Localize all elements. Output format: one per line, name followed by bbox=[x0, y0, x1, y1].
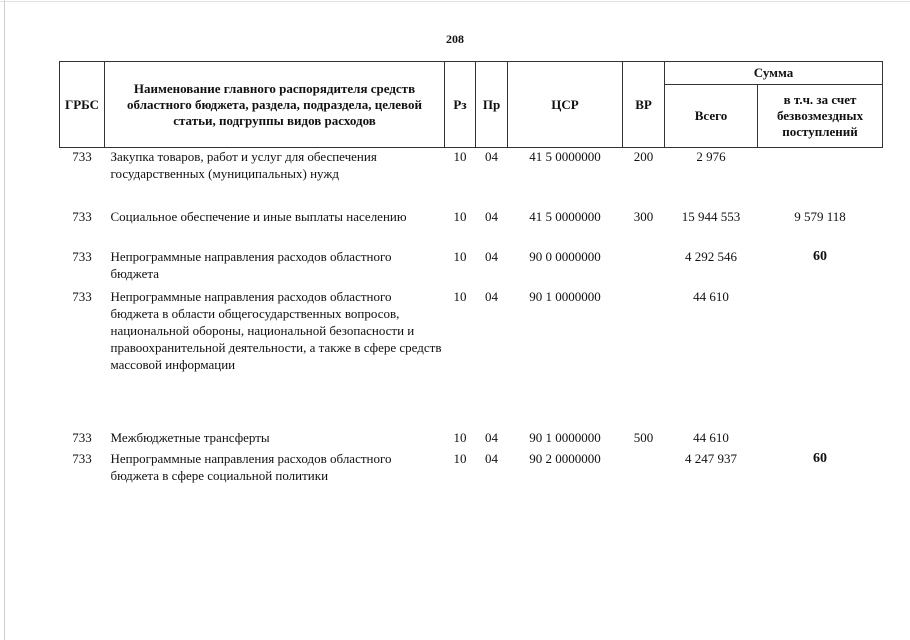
cell-pr: 04 bbox=[485, 288, 498, 304]
table-row bbox=[60, 288, 883, 429]
cell-total: 44 610 bbox=[693, 288, 729, 304]
cell-pr: 04 bbox=[485, 450, 498, 466]
cell-csr: 90 0 0000000 bbox=[529, 248, 601, 264]
cell-csr: 90 1 0000000 bbox=[529, 429, 601, 445]
table-header-row bbox=[60, 62, 883, 85]
cell-name: Непрограммные направления расходов областного бюджета в области общегосударственных вопросов, национальной обороны, национальной безопасности и правоохранительной деятельности, а также в сфере средств массовой информации bbox=[110, 288, 442, 372]
cell-grbs: 733 bbox=[72, 450, 92, 466]
table-row bbox=[60, 208, 883, 248]
budget-table bbox=[59, 61, 883, 506]
header-total: Всего bbox=[665, 85, 758, 148]
cell-rz: 10 bbox=[453, 149, 467, 164]
scan-edge-left bbox=[4, 0, 5, 640]
cell-pr: 04 bbox=[485, 429, 498, 445]
header-sum: Сумма bbox=[665, 62, 883, 85]
cell-vr: 500 bbox=[633, 429, 654, 445]
cell-rz: 10 bbox=[453, 450, 467, 466]
cell-grbs: 733 bbox=[72, 248, 92, 264]
cell-total: 2 976 bbox=[696, 149, 726, 164]
cell-free-receipts bbox=[758, 429, 883, 450]
cell-vr bbox=[623, 450, 665, 506]
cell-pr: 04 bbox=[485, 208, 498, 224]
cell-vr: 200 bbox=[633, 149, 654, 164]
header-name: Наименование главного распорядителя средств областного бюджета, раздела, подраздела, целевой статьи, подгруппы видов расходов bbox=[105, 62, 445, 148]
cell-free-receipts: 60 bbox=[813, 450, 827, 466]
cell-pr: 04 bbox=[485, 248, 498, 264]
cell-name: Межбюджетные трансферты bbox=[110, 429, 270, 445]
table-row bbox=[60, 148, 883, 208]
header-grbs: ГРБС bbox=[60, 62, 105, 148]
cell-free-receipts bbox=[758, 288, 883, 429]
cell-rz: 10 bbox=[453, 288, 467, 304]
table-row bbox=[60, 429, 883, 450]
cell-vr bbox=[623, 288, 665, 429]
cell-grbs: 733 bbox=[72, 429, 92, 445]
cell-grbs: 733 bbox=[72, 149, 92, 164]
cell-grbs: 733 bbox=[72, 288, 92, 304]
header-pr: Пр bbox=[476, 62, 508, 148]
scan-edge-top bbox=[0, 1, 910, 2]
cell-name: Закупка товаров, работ и услуг для обеспечения государственных (муниципальных) нужд bbox=[110, 149, 377, 181]
cell-vr: 300 bbox=[633, 208, 654, 224]
cell-csr: 90 1 0000000 bbox=[529, 288, 601, 304]
page-number: 208 bbox=[446, 32, 464, 46]
cell-free-receipts bbox=[758, 148, 883, 208]
cell-vr bbox=[623, 248, 665, 288]
cell-free-receipts: 9 579 118 bbox=[794, 208, 846, 224]
cell-pr: 04 bbox=[485, 149, 498, 164]
header-free-receipts: в т.ч. за счет безвозмездных поступлений bbox=[758, 85, 883, 148]
table-row bbox=[60, 450, 883, 506]
cell-rz: 10 bbox=[453, 429, 467, 445]
header-rz: Рз bbox=[445, 62, 476, 148]
cell-rz: 10 bbox=[453, 208, 467, 224]
cell-csr: 41 5 0000000 bbox=[529, 149, 601, 164]
cell-name: Непрограммные направления расходов областного бюджета bbox=[110, 248, 392, 281]
cell-total: 44 610 bbox=[693, 429, 729, 445]
cell-free-receipts: 60 bbox=[813, 248, 827, 264]
cell-total: 4 247 937 bbox=[685, 450, 737, 466]
cell-rz: 10 bbox=[453, 248, 467, 264]
cell-total: 15 944 553 bbox=[681, 208, 741, 224]
table-row bbox=[60, 248, 883, 288]
cell-grbs: 733 bbox=[72, 208, 92, 224]
cell-name: Непрограммные направления расходов областного бюджета в сфере социальной политики bbox=[110, 450, 392, 483]
cell-name: Социальное обеспечение и иные выплаты населению bbox=[110, 208, 407, 224]
header-vr: ВР bbox=[623, 62, 665, 148]
cell-csr: 90 2 0000000 bbox=[529, 450, 601, 466]
header-csr: ЦСР bbox=[508, 62, 623, 148]
cell-csr: 41 5 0000000 bbox=[529, 208, 601, 224]
cell-total: 4 292 546 bbox=[685, 248, 737, 264]
